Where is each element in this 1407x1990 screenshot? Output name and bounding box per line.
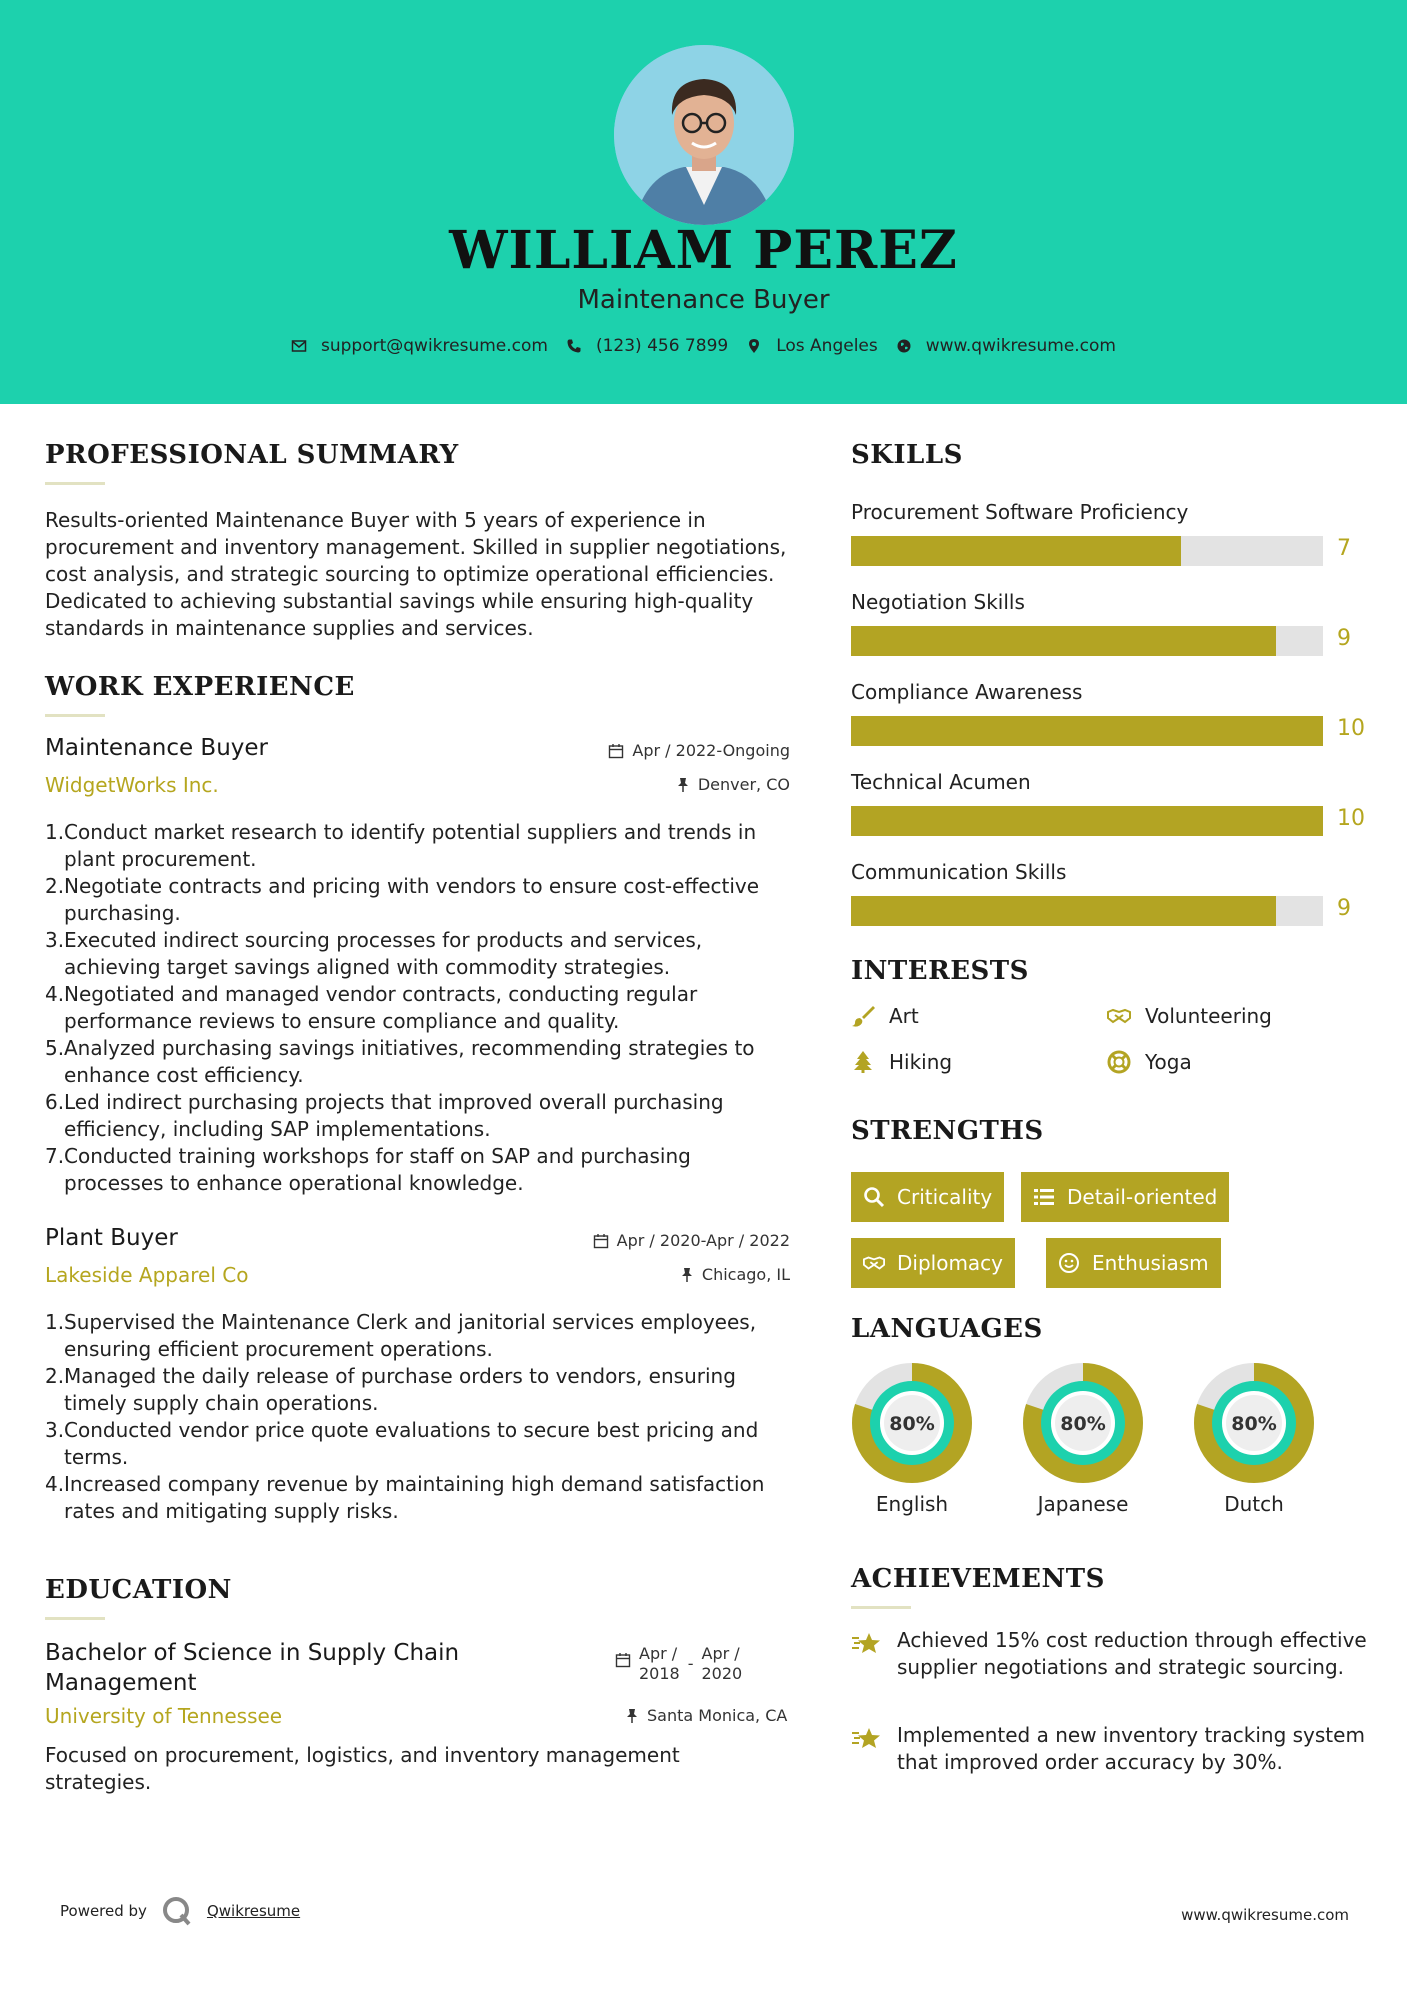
achievement-item xyxy=(851,1627,1371,1681)
languages-section xyxy=(851,1314,1371,1532)
list-number: 4. xyxy=(45,982,65,1006)
skill-bar-fill xyxy=(851,896,1276,926)
skill-bar xyxy=(851,896,1371,926)
list-text: Conducted training workshops for staff on SAP and purchasing processes to enhance operational knowledge. xyxy=(64,1144,691,1195)
map-pin-icon xyxy=(746,338,762,354)
strength-label: Enthusiasm xyxy=(1092,1251,1209,1275)
strength-chip xyxy=(851,1238,1015,1288)
degree-line: Management xyxy=(45,1670,197,1696)
language-item xyxy=(1022,1362,1144,1516)
phone-icon xyxy=(566,338,582,354)
degree-line: Bachelor of Science in Supply Chain xyxy=(45,1640,460,1666)
interests-grid xyxy=(851,1004,1371,1094)
section-divider xyxy=(45,714,105,717)
list-text: Conduct market research to identify potential suppliers and trends in plant procurement. xyxy=(64,820,757,871)
summary-heading: PROFESSIONAL SUMMARY xyxy=(45,440,459,470)
achievements-section xyxy=(851,1564,1371,1827)
strengths-chips xyxy=(851,1172,1371,1290)
search-icon xyxy=(863,1186,885,1208)
date-start-month: Apr / xyxy=(639,1644,678,1663)
skill-label: Compliance Awareness xyxy=(851,680,1083,704)
strength-chip xyxy=(1046,1238,1221,1288)
list-item xyxy=(45,1143,790,1197)
job-location-text: Denver, CO xyxy=(697,775,790,794)
strength-chip xyxy=(1021,1172,1229,1222)
list-number: 7. xyxy=(45,1144,65,1168)
date-end-month: Apr / xyxy=(701,1644,740,1663)
paintbrush-icon xyxy=(851,1004,875,1028)
pushpin-icon xyxy=(680,1267,694,1283)
education-location xyxy=(625,1706,787,1725)
job-date xyxy=(608,741,790,760)
job-location-text: Chicago, IL xyxy=(701,1265,790,1284)
contact-website-text: www.qwikresume.com xyxy=(925,336,1116,356)
interests-section xyxy=(851,956,1371,1094)
skill-bar-track xyxy=(851,716,1323,746)
strength-chip xyxy=(851,1172,1004,1222)
skill-label: Communication Skills xyxy=(851,860,1067,884)
skill-bar-fill xyxy=(851,536,1181,566)
pushpin-icon xyxy=(676,777,690,793)
interest-item xyxy=(1107,1050,1192,1074)
tree-icon xyxy=(851,1050,875,1074)
languages-list xyxy=(851,1362,1371,1532)
job-title: Maintenance Buyer xyxy=(45,735,269,761)
profile-photo xyxy=(614,45,794,225)
date-separator: - xyxy=(687,1654,694,1673)
list-text: Negotiate contracts and pricing with vendors to ensure cost-effective purchasing. xyxy=(64,874,760,925)
language-ring xyxy=(1022,1362,1144,1484)
skill-value: 9 xyxy=(1337,896,1351,921)
job-location xyxy=(680,1265,790,1284)
skill-bar-track xyxy=(851,536,1323,566)
skill-item xyxy=(851,770,1371,836)
right-column xyxy=(851,440,1371,1827)
list-text: Increased company revenue by maintaining high demand satisfaction rates and mitigating supply risks. xyxy=(64,1472,765,1523)
interest-label: Volunteering xyxy=(1145,1004,1272,1028)
list-text: Analyzed purchasing savings initiatives, recommending strategies to enhance cost efficiency. xyxy=(64,1036,755,1087)
skill-item xyxy=(851,860,1371,926)
language-percent: 80% xyxy=(889,1413,935,1435)
language-name: Dutch xyxy=(1224,1492,1284,1516)
job-bullets xyxy=(45,1309,790,1525)
interests-heading: INTERESTS xyxy=(851,956,1029,986)
education-date xyxy=(615,1644,742,1684)
interest-label: Yoga xyxy=(1145,1050,1192,1074)
skill-bar xyxy=(851,716,1371,746)
skill-item xyxy=(851,680,1371,746)
language-percent: 80% xyxy=(1060,1413,1106,1435)
lifering-icon xyxy=(1107,1050,1131,1074)
list-item xyxy=(45,819,790,873)
job-bullets xyxy=(45,819,790,1197)
list-text: Managed the daily release of purchase orders to vendors, ensuring timely supply chain operations. xyxy=(64,1364,736,1415)
list-number: 1. xyxy=(45,1310,65,1334)
job-location xyxy=(676,775,790,794)
pushpin-icon xyxy=(625,1708,639,1724)
list-number: 3. xyxy=(45,928,65,952)
interest-item xyxy=(1107,1004,1272,1028)
star-icon xyxy=(851,1722,883,1754)
skill-item xyxy=(851,500,1371,566)
footer-website[interactable]: www.qwikresume.com xyxy=(1181,1906,1349,1924)
job-date-text: Apr / 2022-Ongoing xyxy=(632,741,790,760)
education-heading: EDUCATION xyxy=(45,1575,232,1605)
skills-list xyxy=(851,500,1371,926)
job-title: Plant Buyer xyxy=(45,1225,178,1251)
left-column xyxy=(45,440,790,1796)
candidate-title: Maintenance Buyer xyxy=(577,285,830,315)
skill-bar-fill xyxy=(851,626,1276,656)
job-entry xyxy=(45,1225,790,1525)
achievements-heading: ACHIEVEMENTS xyxy=(851,1564,1105,1594)
strength-label: Criticality xyxy=(897,1185,993,1209)
interest-item xyxy=(851,1004,919,1028)
education-location-text: Santa Monica, CA xyxy=(647,1706,788,1725)
experience-section xyxy=(45,672,790,1525)
list-item xyxy=(45,927,790,981)
list-item xyxy=(45,981,790,1035)
contact-email[interactable] xyxy=(291,336,548,356)
education-entry xyxy=(45,1638,790,1738)
school-name: University of Tennessee xyxy=(45,1704,283,1728)
job-entry xyxy=(45,735,790,1197)
qwikresume-logo-icon xyxy=(161,1895,193,1927)
person-icon xyxy=(614,45,794,225)
language-name: English xyxy=(875,1492,949,1516)
skill-bar-fill xyxy=(851,806,1323,836)
degree-title xyxy=(45,1638,565,1698)
handshake-icon xyxy=(863,1252,885,1274)
date-start-year: 2018 xyxy=(639,1664,680,1683)
skills-heading: SKILLS xyxy=(851,440,963,470)
strength-label: Diplomacy xyxy=(897,1251,1004,1275)
contact-phone[interactable] xyxy=(566,336,728,356)
skill-bar xyxy=(851,626,1371,656)
skill-bar xyxy=(851,536,1371,566)
powered-by-text: Powered by xyxy=(60,1902,147,1920)
skill-bar-track xyxy=(851,806,1323,836)
skill-value: 10 xyxy=(1337,716,1365,741)
list-number: 6. xyxy=(45,1090,65,1114)
skill-item xyxy=(851,590,1371,656)
brand-link[interactable]: Qwikresume xyxy=(206,1902,301,1920)
handshake-icon xyxy=(1107,1004,1131,1028)
contact-location xyxy=(746,336,878,356)
language-percent: 80% xyxy=(1231,1413,1277,1435)
calendar-icon xyxy=(593,1233,609,1249)
list-number: 5. xyxy=(45,1036,65,1060)
skill-value: 10 xyxy=(1337,806,1365,831)
date-end-year: 2020 xyxy=(701,1664,743,1683)
skills-section xyxy=(851,440,1371,926)
list-item xyxy=(45,1309,790,1363)
achievements-list xyxy=(851,1627,1371,1827)
list-item xyxy=(45,1471,790,1525)
skill-bar-fill xyxy=(851,716,1323,746)
strengths-heading: STRENGTHS xyxy=(851,1116,1044,1146)
date-start xyxy=(639,1644,680,1684)
job-date-text: Apr / 2020-Apr / 2022 xyxy=(616,1231,790,1250)
education-section xyxy=(45,1575,790,1796)
summary-text: Results-oriented Maintenance Buyer with 5 years of experience in procurement and inventory management. Skilled in supplier negotiations, cost analysis, and strategic sourcing to optimize operational efficiencies. Dedicated to achieving substantial savings while ensuring high-quality standards in maintenance supplies and services. xyxy=(45,508,787,640)
section-divider xyxy=(851,1606,911,1609)
language-item xyxy=(1193,1362,1315,1516)
calendar-icon xyxy=(608,743,624,759)
job-company: Lakeside Apparel Co xyxy=(45,1263,249,1287)
language-item xyxy=(851,1362,973,1516)
interest-label: Art xyxy=(889,1004,919,1028)
interest-item xyxy=(851,1050,952,1074)
candidate-name: WILLIAM PEREZ xyxy=(449,220,958,281)
list-text: Led indirect purchasing projects that improved overall purchasing efficiency, including SAP implementations. xyxy=(64,1090,724,1141)
experience-heading: WORK EXPERIENCE xyxy=(45,672,355,702)
achievement-item xyxy=(851,1722,1371,1776)
skill-bar-track xyxy=(851,896,1323,926)
section-divider xyxy=(45,1617,105,1620)
list-item xyxy=(45,1363,790,1417)
list-number: 2. xyxy=(45,1364,65,1388)
date-end xyxy=(702,1644,743,1684)
list-text: Conducted vendor price quote evaluations to secure best pricing and terms. xyxy=(64,1418,759,1469)
list-number: 1. xyxy=(45,820,65,844)
list-number: 3. xyxy=(45,1418,65,1442)
list-item xyxy=(45,873,790,927)
list-text: Negotiated and managed vendor contracts, conducting regular performance reviews to ensure compliance and quality. xyxy=(64,982,698,1033)
skill-label: Procurement Software Proficiency xyxy=(851,500,1189,524)
list-number: 2. xyxy=(45,874,65,898)
list-item xyxy=(45,1089,790,1143)
language-name: Japanese xyxy=(1037,1492,1129,1516)
contact-bar xyxy=(0,336,1407,356)
skill-bar-track xyxy=(851,626,1323,656)
job-date xyxy=(593,1231,790,1250)
list-icon xyxy=(1033,1186,1055,1208)
list-item xyxy=(45,1417,790,1471)
contact-website[interactable] xyxy=(896,336,1116,356)
footer-branding xyxy=(60,1895,300,1927)
contact-location-text: Los Angeles xyxy=(776,336,878,356)
calendar-icon xyxy=(615,1652,631,1668)
star-icon xyxy=(851,1627,883,1659)
smile-icon xyxy=(1058,1252,1080,1274)
language-ring xyxy=(851,1362,973,1484)
skill-label: Negotiation Skills xyxy=(851,590,1025,614)
contact-email-text: support@qwikresume.com xyxy=(321,336,548,356)
list-text: Supervised the Maintenance Clerk and janitorial services employees, ensuring efficient procurement operations. xyxy=(64,1310,757,1361)
list-text: Executed indirect sourcing processes for products and services, achieving target savings aligned with commodity strategies. xyxy=(64,928,703,979)
summary-section xyxy=(45,440,790,642)
globe-icon xyxy=(896,338,912,354)
section-divider xyxy=(45,482,105,485)
envelope-icon xyxy=(291,338,307,354)
achievement-text: Implemented a new inventory tracking system that improved order accuracy by 30%. xyxy=(897,1723,1365,1774)
education-description: Focused on procurement, logistics, and inventory management strategies. xyxy=(45,1743,680,1794)
skill-value: 7 xyxy=(1337,536,1351,561)
language-ring xyxy=(1193,1362,1315,1484)
skill-label: Technical Acumen xyxy=(851,770,1031,794)
list-item xyxy=(45,1035,790,1089)
skill-value: 9 xyxy=(1337,626,1351,651)
job-company: WidgetWorks Inc. xyxy=(45,773,219,797)
skill-bar xyxy=(851,806,1371,836)
header-banner xyxy=(0,0,1407,404)
strength-label: Detail-oriented xyxy=(1067,1185,1218,1209)
strengths-section xyxy=(851,1116,1371,1290)
contact-phone-text: (123) 456 7899 xyxy=(595,336,729,356)
achievement-text: Achieved 15% cost reduction through effective supplier negotiations and strategic sourcing. xyxy=(897,1628,1367,1679)
list-number: 4. xyxy=(45,1472,65,1496)
interest-label: Hiking xyxy=(889,1050,953,1074)
languages-heading: LANGUAGES xyxy=(851,1314,1043,1344)
